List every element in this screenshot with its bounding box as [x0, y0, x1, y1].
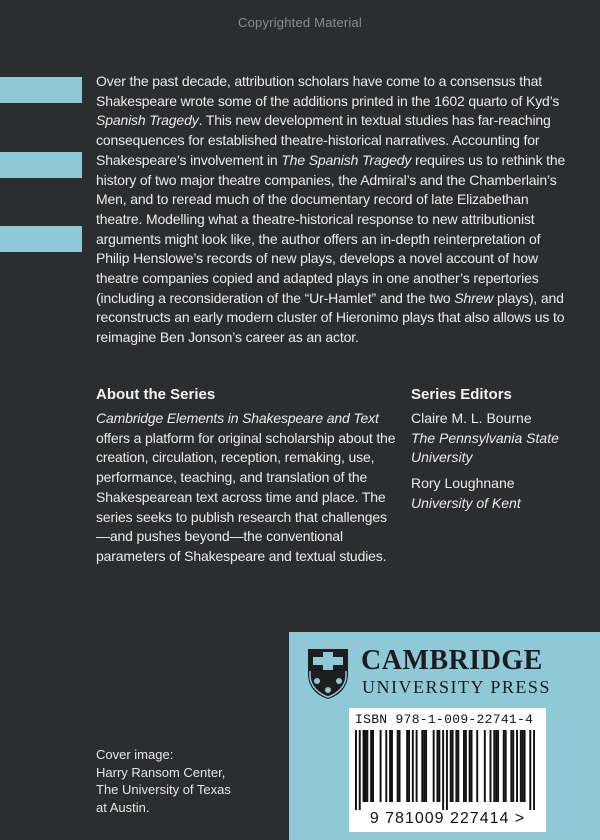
barcode-bar — [510, 730, 512, 802]
publisher-name: CAMBRIDGE — [361, 645, 543, 676]
university-crest-icon — [305, 646, 351, 700]
barcode-bar — [421, 730, 423, 802]
barcode-bar — [484, 730, 486, 802]
barcode-bar — [503, 730, 505, 802]
isbn-barcode-box — [349, 708, 546, 832]
barcode-bar — [438, 730, 440, 802]
blurb-segment: plays), and reconstructs an early modern cluster of Hieronimo plays that also allows us to reimagine Ben Jonson’s career as an actor. — [96, 289, 565, 346]
barcode-bar — [493, 730, 495, 802]
barcode-bar — [389, 730, 391, 802]
barcode-bar — [442, 730, 444, 810]
barcode-bar — [380, 730, 382, 802]
barcode-bar — [408, 730, 410, 802]
editor-affiliation: The Pennsylvania State University — [411, 429, 559, 466]
book-blurb — [96, 72, 576, 348]
barcode-bar — [366, 730, 368, 802]
barcode-bar — [512, 730, 514, 802]
credit-line: The University of Texas — [96, 782, 231, 797]
series-text-segment: offers a platform for original scholarship about the creation, circulation, reception, remaking, use, performance, teaching, and translation of the Shakespearean text across time and place. The series seeks to publish research that challenges—and pushes beyond—the conventional parameters of Shakespeare and textual studies. — [96, 429, 396, 564]
barcode-bar — [533, 730, 535, 810]
editor-affiliation: University of Kent — [411, 494, 521, 511]
credit-line: Cover image: — [96, 747, 174, 762]
accent-bar-3 — [0, 226, 82, 252]
blurb-segment: The Spanish Tragedy — [281, 151, 412, 168]
barcode-bar — [522, 730, 524, 802]
blurb-segment: requires us to rethink the history of two major theatre companies, the Admiral’s and the Chamberlain’s Men, and to reread much of the documentary record of late Elizabethan theatre. Modelling what a theatre-historical response to new attributionist arguments might look like, the author offers an in-depth reinterpretation of Philip Henslowe’s records of new plays, develops a novel account of how theatre companies copied and adapted plays in one another’s repertories (including a reconsideration of the “Ur-Hamlet” and the two — [96, 151, 566, 306]
barcode-bar — [529, 730, 531, 810]
barcode-bar — [490, 730, 492, 802]
barcode-bar — [391, 730, 393, 802]
about-series-heading: About the Series — [96, 386, 216, 403]
barcode-bar — [505, 730, 507, 802]
barcode-bar — [497, 730, 499, 802]
editor-entry — [411, 409, 591, 468]
barcode-bar — [469, 730, 471, 802]
barcode-bar — [471, 730, 473, 802]
barcode-bar — [516, 730, 518, 802]
barcode-bar — [385, 730, 387, 802]
barcode-bar — [520, 730, 522, 802]
barcode-bar — [412, 730, 414, 802]
editor-name: Rory Loughnane — [411, 475, 515, 492]
barcode-bar — [416, 730, 418, 802]
barcode-bar — [423, 730, 425, 802]
barcode-bar — [446, 730, 448, 810]
barcode-bar — [455, 730, 457, 802]
barcode-bar — [359, 730, 361, 810]
about-series-text — [96, 409, 396, 567]
blurb-segment: . This new development in textual studies has far-reaching consequences for established theatre-historical narratives. Accounting for Shakespeare’s involvement in — [96, 112, 551, 168]
publisher-subtitle: UNIVERSITY PRESS — [362, 677, 551, 697]
barcode-bar — [495, 730, 497, 802]
barcode-bar — [370, 730, 372, 802]
barcode-bar — [452, 730, 454, 802]
barcode-bar — [355, 730, 357, 810]
editor-name: Claire M. L. Bourne — [411, 410, 532, 426]
barcode-bar — [397, 730, 399, 802]
credit-line: at Austin. — [96, 799, 150, 815]
series-editors-list — [411, 409, 591, 520]
barcode-bar — [450, 730, 452, 802]
blurb-segment: Over the past decade, attribution scholars have come to a consensus that Shakespeare wrote some of the additions printed in the 1602 quarto of Kyd’s — [96, 73, 560, 109]
barcode-bar — [364, 730, 366, 802]
copyright-watermark: Copyrighted Material — [238, 15, 362, 30]
barcode-bar — [425, 730, 427, 802]
blurb-segment: Shrew — [454, 289, 494, 306]
series-text-segment: Cambridge Elements in Shakespeare and Text — [96, 410, 379, 426]
editor-entry — [411, 474, 591, 513]
blurb-segment: Spanish Tragedy — [96, 112, 199, 129]
barcode-bar — [363, 730, 365, 802]
credit-line: Harry Ransom Center, — [96, 764, 226, 780]
barcode-bar — [406, 730, 408, 802]
barcode-bar — [399, 730, 401, 802]
barcode-bar — [463, 730, 465, 802]
barcode-digits: 9 781009 227414 > — [369, 810, 526, 827]
accent-bar-2 — [0, 152, 82, 178]
series-editors-heading: Series Editors — [411, 386, 512, 403]
barcode-bar — [457, 730, 459, 802]
publisher-panel — [289, 632, 600, 840]
accent-bar-1 — [0, 77, 82, 103]
isbn-label: ISBN 978-1-009-22741-4 — [355, 712, 534, 727]
barcode — [355, 730, 535, 810]
cover-image-credit — [96, 746, 231, 816]
barcode-bar — [372, 730, 374, 802]
barcode-bar — [436, 730, 438, 802]
barcode-bar — [476, 730, 478, 802]
barcode-bar — [433, 730, 435, 802]
barcode-bar — [465, 730, 467, 802]
barcode-bar — [524, 730, 526, 802]
